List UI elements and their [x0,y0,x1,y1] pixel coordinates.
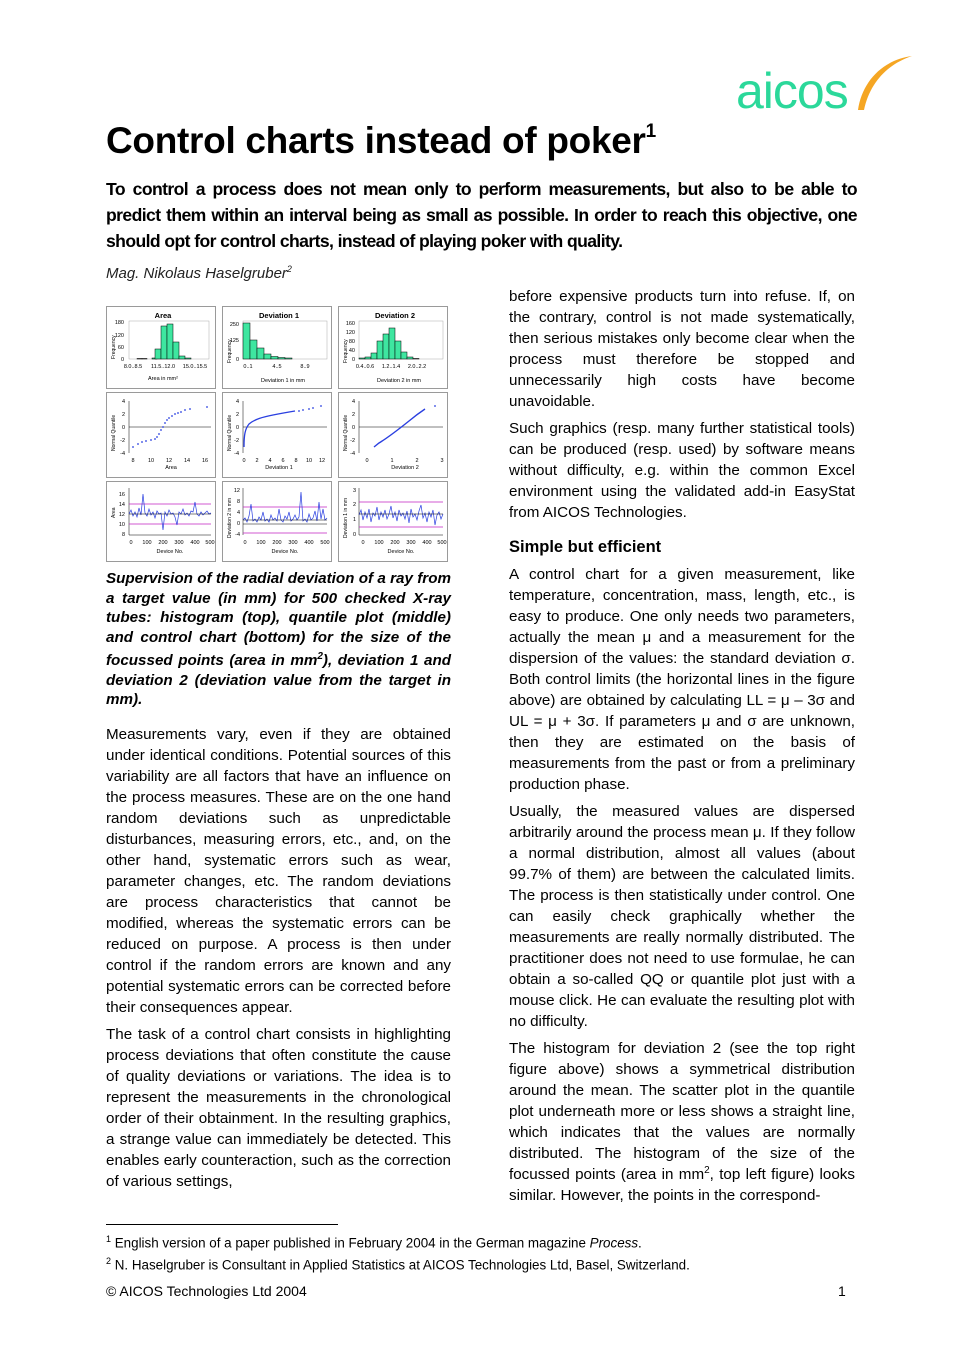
paragraph: Usually, the measured values are dispersed arbitrarily around the process mean μ. If they follow a normal distribution, almost all values (about 99.7% of them) are between the calculated limits. The process is then statistically under control. One can easily check graphically whether the measurements are really normally distributed. The practitioner does not need to use formulae, he can obtain a so-called QQ or quantile plot just with a mouse click. He can evaluate the resulting plot with no difficulty. [509,803,855,1030]
svg-text:400: 400 [422,540,432,546]
svg-text:14: 14 [183,458,191,464]
svg-text:-4: -4 [235,532,240,538]
right-column [509,286,855,1212]
svg-text:0: 0 [352,532,356,538]
caption-text-end: ), deviation 1 and deviation 2 (deviation value from the target in mm). [106,652,451,709]
svg-text:-4: -4 [120,451,125,457]
svg-text:200: 200 [158,540,168,546]
figure-grid [106,306,449,562]
svg-text:0: 0 [235,425,239,431]
svg-text:-2: -2 [234,438,239,444]
svg-text:0..1: 0..1 [243,364,253,370]
svg-text:0: 0 [351,357,355,363]
paragraph-text: The histogram for deviation 2 (see the top right figure above) shows a symmetrical distribution around the mean. The scatter plot in the quantile plot underneath more or less shows a straight line, which indicates that the values are normally distributed. The histogram of the size of the focussed points (area in mm [509,1040,855,1183]
svg-text:3: 3 [440,458,444,464]
svg-text:0: 0 [235,357,239,363]
lead-paragraph: To control a process does not mean only to perform measurements, but also to be able to predict them within an interval being as small as possible. In order to reach this objective, one should opt for control charts, instead of playing poker with quality. [106,179,857,251]
svg-text:Normal Quantile: Normal Quantile [227,414,233,451]
svg-text:400: 400 [304,540,314,546]
svg-text:-2: -2 [120,438,125,444]
svg-text:12: 12 [318,458,326,464]
svg-text:1.2..1.4: 1.2..1.4 [381,364,401,370]
svg-text:Area: Area [165,465,177,471]
svg-text:200: 200 [390,540,400,546]
svg-text:15.0..15.5: 15.0..15.5 [182,364,208,370]
svg-text:-2: -2 [350,438,355,444]
svg-text:8: 8 [236,499,240,505]
svg-text:4: 4 [351,399,355,405]
paragraph: before expensive products turn into refuse. If, on the contrary, control is not made systematically, then serious mistakes only become clear when the process must therefore be stopped and unnecessarily high costs have become unavoidable. [509,288,855,410]
svg-text:0: 0 [242,458,246,464]
svg-text:0: 0 [351,425,355,431]
svg-text:Deviation 1: Deviation 1 [258,311,300,320]
control-chart-deviation-2 [222,481,332,562]
svg-text:100: 100 [374,540,384,546]
svg-text:8.0..8.5: 8.0..8.5 [123,364,143,370]
qq-plot-deviation-1 [222,392,332,478]
svg-text:4: 4 [121,399,125,405]
footnote-end: . [638,1235,642,1251]
svg-text:2: 2 [352,502,356,508]
control-chart-area [106,481,216,562]
footnote-2 [106,1252,690,1274]
section-heading: Simple but efficient [509,538,662,556]
footnotes [106,1230,690,1275]
svg-text:Deviation 2 in mm: Deviation 2 in mm [227,497,233,538]
author-footnote-mark: 2 [286,264,292,274]
svg-text:0: 0 [121,425,125,431]
control-chart-deviation-1 [338,481,448,562]
qq-plot-deviation-2 [338,392,448,478]
svg-text:-4: -4 [234,451,239,457]
histogram-deviation-1 [222,306,332,389]
svg-text:0: 0 [243,540,247,546]
svg-text:10: 10 [118,522,125,528]
paragraph: Such graphics (resp. many further statistical tools) can be produced (resp. used) by software means without difficulty, e.g. within the common Excel environment using the validated add-in EasyStat from AICOS Technologies. [509,420,855,521]
svg-text:16: 16 [118,492,125,498]
histogram-deviation-2 [338,306,448,389]
svg-text:2.0..2.2: 2.0..2.2 [407,364,427,370]
title-footnote-mark: 1 [645,121,656,142]
logo-text: aicos [736,63,848,119]
svg-text:300: 300 [288,540,298,546]
qq-plot-area [106,392,216,478]
histogram-area [106,306,216,389]
svg-text:300: 300 [174,540,184,546]
svg-text:4: 4 [235,399,239,405]
paragraph: Measurements vary, even if they are obtained under identical conditions. Potential sources of this variability are all factors that have an influence on the process measures. These are on the one hand random deviations such as unpredictable disturbances, measuring errors, etc., and, on the other hand, systematic errors such as wear, parameter changes, etc. The random deviations are process characteristics that cannot be modified, whereas the systematic errors can be reduced on purpose. A process is then under control if the random errors are known and any potential systematic errors can be corrected before their consequences appear. [106,726,451,1016]
figure-caption [106,569,451,710]
svg-text:0.4..0.6: 0.4..0.6 [355,364,375,370]
svg-text:0: 0 [361,540,365,546]
page-title [106,120,656,162]
svg-text:8: 8 [294,458,298,464]
svg-text:100: 100 [256,540,266,546]
svg-text:Normal Quantile: Normal Quantile [343,414,349,451]
svg-text:120: 120 [114,333,124,339]
title-text: Control charts instead of poker [106,120,646,161]
svg-text:3: 3 [352,488,356,494]
author [106,264,292,282]
svg-text:Area in mm²: Area in mm² [148,376,178,382]
footnote-mark: 1 [106,1234,112,1244]
svg-text:12: 12 [233,488,240,494]
footnote-mark: 2 [106,1256,112,1267]
logo-swoosh-icon [854,52,914,112]
svg-text:2: 2 [415,458,419,464]
svg-text:250: 250 [229,322,239,328]
svg-text:6: 6 [281,458,285,464]
footnote-italic: Process [589,1235,639,1251]
svg-text:300: 300 [406,540,416,546]
paragraph-text-end: , top left figure) looks similar. However, the points in the correspond- [509,1166,855,1204]
svg-text:500: 500 [205,540,215,546]
svg-text:2: 2 [235,412,239,418]
superscript: 2 [704,1164,710,1176]
svg-text:0: 0 [129,540,133,546]
footnote-1 [106,1230,690,1252]
svg-text:80: 80 [348,339,355,345]
svg-text:Deviation 1 in mm: Deviation 1 in mm [343,497,349,538]
svg-text:Frequency: Frequency [343,339,349,363]
svg-text:4: 4 [268,458,272,464]
svg-text:Device No.: Device No. [387,549,415,555]
page-number: 1 [838,1283,846,1299]
svg-text:2: 2 [255,458,259,464]
svg-text:11.5..12.0: 11.5..12.0 [150,364,176,370]
svg-text:60: 60 [117,345,124,351]
svg-text:Frequency: Frequency [111,335,117,359]
svg-text:160: 160 [345,321,355,327]
svg-text:10: 10 [147,458,155,464]
svg-text:8..9: 8..9 [300,364,310,370]
footnote-text: English version of a paper published in February 2004 in the German magazine [114,1235,590,1251]
paragraph: A control chart for a given measurement, like temperature, concentration, mass, length, etc., is easy to produce. One only needs two parameters, actually the mean μ and a measurement for the dispersion of the values: the standard deviation σ. Both control limits (the horizontal lines in the figure above) are obtained by calculating LL = μ – 3σ and UL = μ + 3σ. If parameters μ and σ are unknown, then they are estimated on the basis of measurements from the past or from a preliminary production phase. [509,566,855,793]
caption-text: Supervision of the radial deviation of a ray from a target value (in mm) for 500 checked X-ray tubes: histogram (top), quantile plot (middle) and control chart (bottom) for the size of the focussed points (area in mm [106,570,451,670]
svg-text:8: 8 [121,532,125,538]
svg-text:500: 500 [320,540,330,546]
svg-text:12: 12 [118,512,125,518]
svg-text:16: 16 [201,458,209,464]
svg-text:8: 8 [131,458,135,464]
paragraph [509,1038,855,1206]
svg-text:12: 12 [165,458,173,464]
svg-text:14: 14 [118,502,125,508]
svg-text:10: 10 [305,458,313,464]
svg-text:100: 100 [142,540,152,546]
svg-text:180: 180 [114,320,124,326]
svg-text:Device No.: Device No. [156,549,184,555]
svg-text:40: 40 [348,348,355,354]
svg-text:Area: Area [111,507,117,518]
svg-text:2: 2 [121,412,125,418]
svg-text:Deviation 1: Deviation 1 [265,465,293,471]
left-column [106,724,451,1198]
chart-title: Area [154,311,172,320]
svg-text:Deviation 1 in mm: Deviation 1 in mm [260,378,306,384]
svg-text:Deviation 2: Deviation 2 [391,465,419,471]
svg-text:2: 2 [351,412,355,418]
caption-superscript: 2 [317,651,323,662]
aicos-logo [736,52,926,122]
svg-text:200: 200 [272,540,282,546]
copyright: © AICOS Technologies Ltd 2004 [106,1283,307,1299]
svg-text:-4: -4 [350,451,355,457]
svg-text:120: 120 [345,330,355,336]
svg-text:500: 500 [437,540,447,546]
svg-text:Frequency: Frequency [227,339,233,363]
svg-text:0: 0 [236,521,240,527]
svg-text:0: 0 [120,357,124,363]
author-name: Mag. Nikolaus Haselgruber [106,265,287,282]
svg-text:125: 125 [229,338,239,344]
svg-text:0: 0 [365,458,369,464]
footnote-text: N. Haselgruber is Consultant in Applied Statistics at AICOS Technologies Ltd, Basel, Switzerland. [114,1257,690,1273]
svg-text:4..5: 4..5 [272,364,282,370]
svg-text:Deviation 2 in mm: Deviation 2 in mm [376,378,422,384]
svg-text:400: 400 [190,540,200,546]
svg-text:Deviation 2: Deviation 2 [374,311,416,320]
footnote-divider [106,1224,338,1225]
svg-text:Device No.: Device No. [271,549,299,555]
svg-text:1: 1 [352,517,356,523]
svg-text:4: 4 [236,510,240,516]
svg-text:Normal Quantile: Normal Quantile [111,414,117,451]
paragraph: The task of a control chart consists in highlighting process deviations that often constitute the cause of quality deviations or variations. The idea is to represent the measurements in the chronological order of their obtainment. In the resulting graphics, a strange value can immediately be detected. This enables early counteraction, such as the correction of various settings, [106,1026,451,1190]
svg-text:1: 1 [390,458,394,464]
